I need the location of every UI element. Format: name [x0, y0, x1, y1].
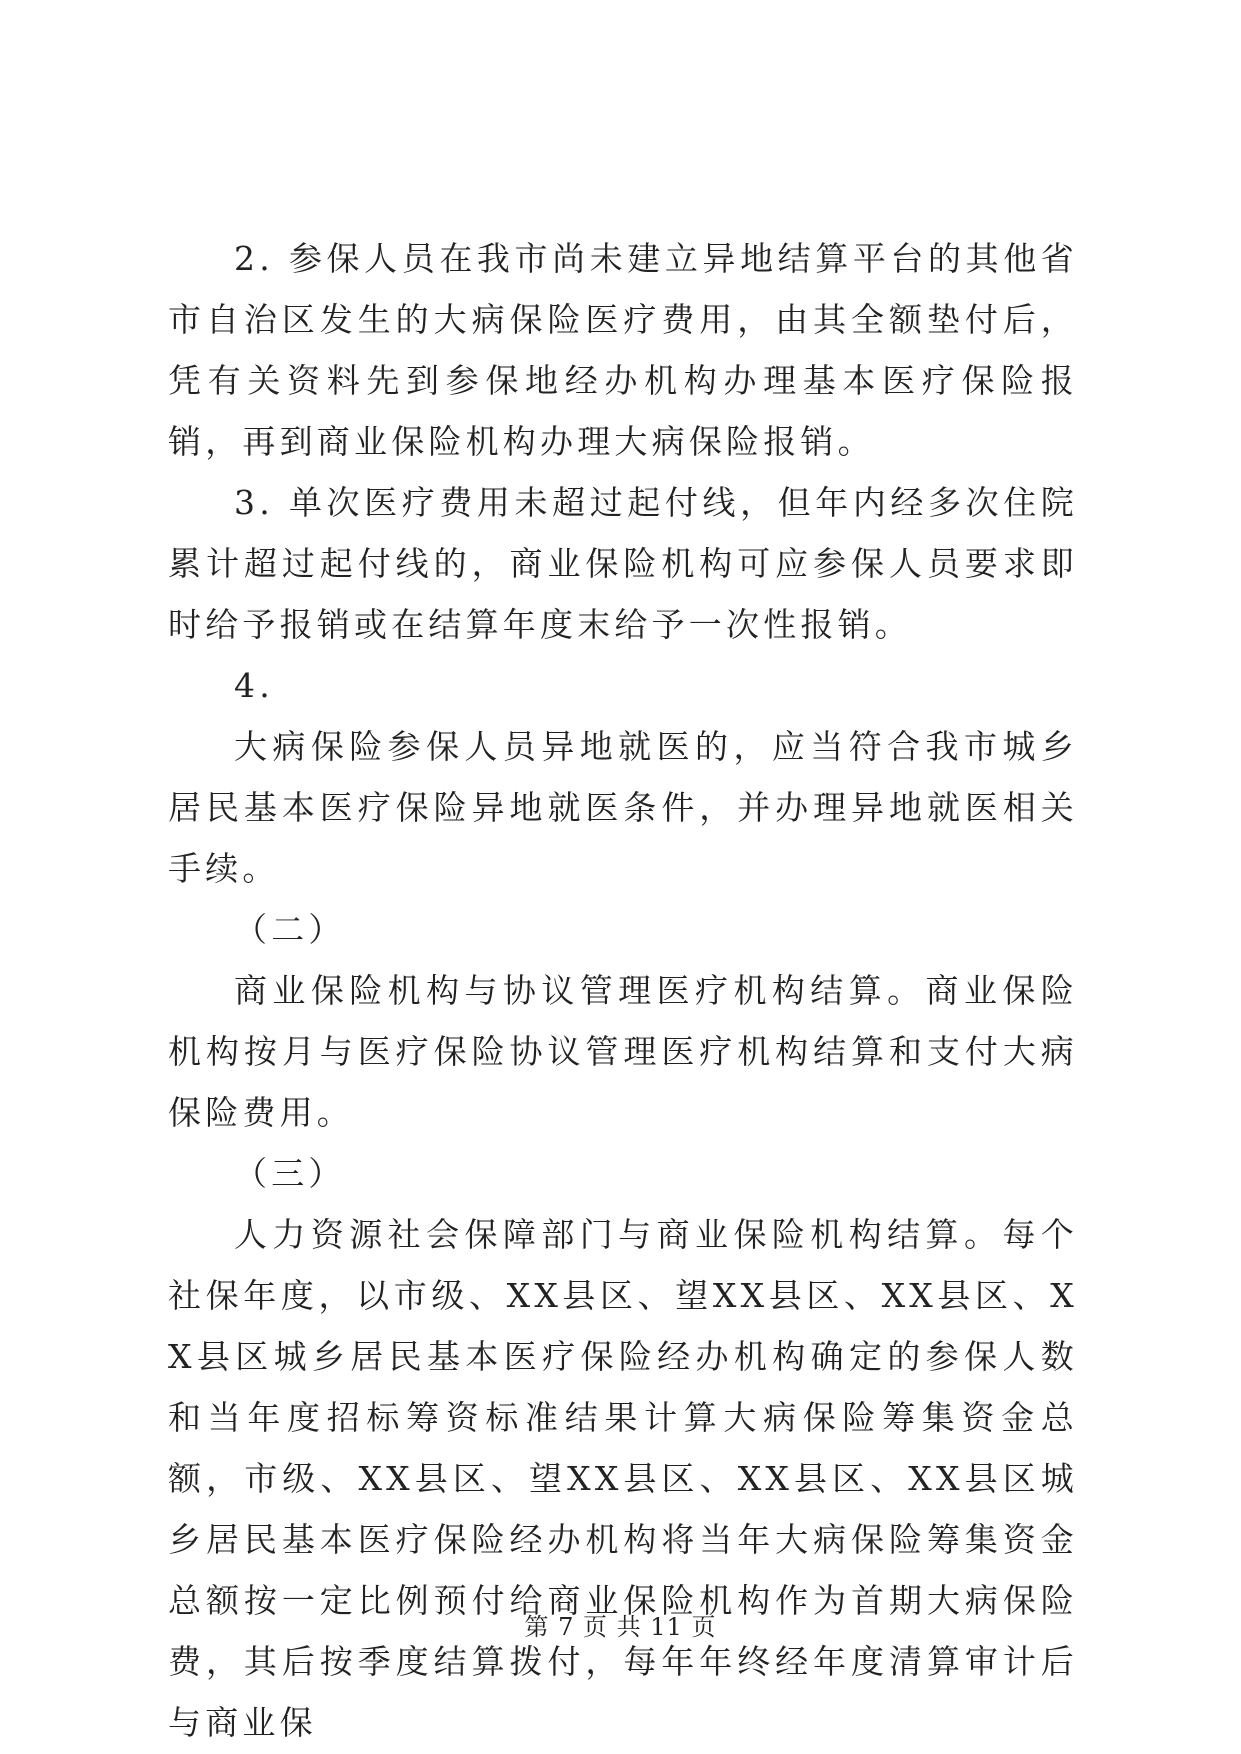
paragraph-insurer-settlement: 商业保险机构与协议管理医疗机构结算。商业保险机构按月与医疗保险协议管理医疗机构结算和支付大病保险费用。: [168, 971, 1078, 1132]
paragraph-item-2: 2. 参保人员在我市尚未建立异地结算平台的其他省市自治区发生的大病保险医疗费用，由其全额垫付后，凭有关资料先到参保地经办机构办理基本医疗保险报销，再到商业保险机构办理大病保险报销。: [168, 239, 1078, 461]
paragraph-hrss-settlement: 人力资源社会保障部门与商业保险机构结算。每个社保年度，以市级、XX县区、望XX县区、XX县区、XX县区城乡居民基本医疗保险经办机构确定的参保人数和当年度招标筹资标准结果计算大病保险筹集资金总额，市级、XX县区、望XX县区、XX县区、XX县区城乡居民基本医疗保险经办机构将当年大病保险筹集资金总额按一定比例预付给商业保险机构作为首期大病保险费，其后按季度结算拨付，每年年终经年度清算审计后与商业保: [168, 1215, 1078, 1742]
page-footer: [0, 1612, 1241, 1642]
paragraph-item-3: 3. 单次医疗费用未超过起付线，但年内经多次住院累计超过起付线的，商业保险机构可应参保人员要求即时给予报销或在结算年度末给予一次性报销。: [168, 483, 1078, 644]
section-heading-2: （二）: [234, 910, 346, 949]
paragraph-remote-medical: 大病保险参保人员异地就医的，应当符合我市城乡居民基本医疗保险异地就医条件，并办理异地就医相关手续。: [168, 727, 1078, 888]
section-heading-3: （三）: [234, 1154, 346, 1193]
paragraph-item-4-heading: 4.: [234, 666, 274, 705]
document-body: [168, 228, 1078, 1753]
page-number: 第 7 页 共 11 页: [524, 1613, 717, 1641]
